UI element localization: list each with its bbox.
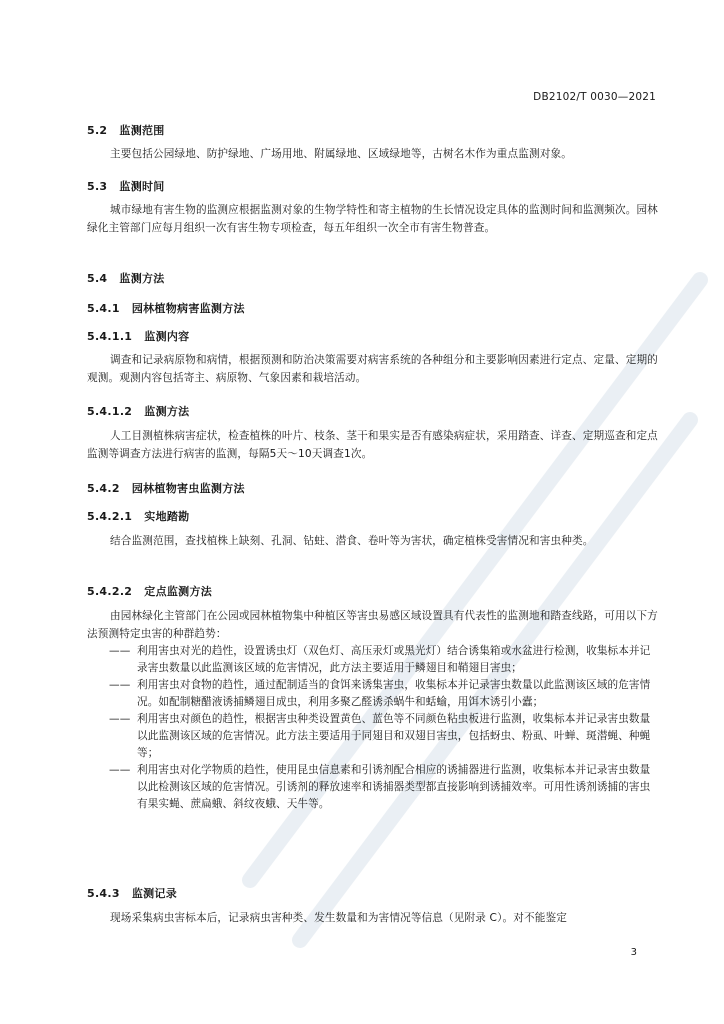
heading-number: 5.4 xyxy=(87,272,108,285)
paragraph-5-3 xyxy=(87,202,659,237)
paragraph-text: 主要包括公园绿地、防护绿地、广场用地、附属绿地、区域绿地等，古树名木作为重点监测对象。 xyxy=(110,148,572,160)
heading-number: 5.4.1.1 xyxy=(87,330,133,343)
heading-title: 园林植物病害监测方法 xyxy=(131,302,245,315)
bullet-dash: —— xyxy=(109,679,131,691)
heading-5-4-2-2 xyxy=(87,583,212,599)
bullet-dash: —— xyxy=(109,645,131,657)
paragraph-5-2 xyxy=(87,146,659,164)
heading-5-4-1-2 xyxy=(87,403,189,419)
heading-5-4-2-1 xyxy=(87,508,189,524)
heading-5-4 xyxy=(87,270,165,286)
heading-5-4-2 xyxy=(87,480,245,496)
document-code: DB2102/T 0030—2021 xyxy=(533,91,656,103)
list-item xyxy=(87,677,659,711)
heading-title: 监测内容 xyxy=(144,330,190,343)
heading-5-3 xyxy=(87,178,165,194)
paragraph-5-4-1-1 xyxy=(87,352,659,387)
heading-title: 监测记录 xyxy=(131,887,178,900)
heading-5-2 xyxy=(87,122,165,138)
heading-number: 5.4.1 xyxy=(87,302,120,315)
heading-5-4-1-1 xyxy=(87,328,189,344)
paragraph-text: 城市绿地有害生物的监测应根据监测对象的生物学特性和寄主植物的生长情况设定具体的监测时间和监测频次。园林绿化主管部门应每月组织一次有害生物专项检查，每五年组织一次全市有害生物普查。 xyxy=(87,204,658,234)
paragraph-text: 人工目测植株病害症状，检查植株的叶片、枝条、茎干和果实是否有感染病症状，采用踏查、详查、定期巡查和定点监测等调查方法进行病害的监测，每隔5天～10天调查1次。 xyxy=(87,430,658,460)
heading-5-4-3 xyxy=(87,885,177,901)
heading-number: 5.2 xyxy=(87,124,108,137)
heading-title: 监测范围 xyxy=(119,124,165,137)
paragraph-5-4-1-2 xyxy=(87,428,659,463)
paragraph-text: 调查和记录病原物和病情，根据预测和防治决策需要对病害系统的各种组分和主要影响因素进行定点、定量、定期的观测。观测内容包括寄主、病原物、气象因素和栽培活动。 xyxy=(87,354,658,384)
bullet-text: 利用害虫对光的趋性，设置诱虫灯（双色灯、高压汞灯或黑光灯）结合诱集箱或水盆进行检测，收集标本并记录害虫数量以此监测该区域的危害情况，此方法主要适用于鳞翅目和鞘翅目害虫； xyxy=(137,645,651,674)
page-number: 3 xyxy=(630,947,637,958)
bullet-text: 利用害虫对食物的趋性，通过配制适当的食饵来诱集害虫，收集标本并记录害虫数量以此监测该区域的危害情况。如配制糖醋液诱捕鳞翅目成虫，利用多聚乙醛诱杀蜗牛和蛞蝓，用饵木诱引小蠹； xyxy=(137,679,651,708)
paragraph-5-4-2-2 xyxy=(87,608,659,643)
list-item xyxy=(87,762,659,813)
heading-title: 实地踏勘 xyxy=(144,510,190,523)
heading-title: 园林植物害虫监测方法 xyxy=(131,482,245,495)
heading-number: 5.3 xyxy=(87,180,108,193)
heading-title: 监测时间 xyxy=(119,180,165,193)
bullet-text: 利用害虫对颜色的趋性，根据害虫种类设置黄色、蓝色等不同颜色粘虫板进行监测，收集标本并记录害虫数量以此监测该区域的危害情况。此方法主要适用于同翅目和双翅目害虫，包括蚜虫、粉虱、叶蝉、斑潜蝇、种蝇等； xyxy=(137,713,651,759)
paragraph-text: 由园林绿化主管部门在公园或园林植物集中种植区等害虫易感区域设置具有代表性的监测地和踏查线路，可用以下方法预测特定虫害的种群趋势： xyxy=(87,610,658,640)
paragraph-text: 现场采集病虫害标本后，记录病虫害种类、发生数量和为害情况等信息（见附录 C）。对不能鉴定 xyxy=(110,912,567,924)
list-item xyxy=(87,643,659,677)
list-item xyxy=(87,711,659,762)
heading-5-4-1 xyxy=(87,300,245,316)
heading-number: 5.4.2 xyxy=(87,482,120,495)
paragraph-5-4-3 xyxy=(87,910,659,928)
bullet-dash: —— xyxy=(109,713,131,725)
heading-number: 5.4.2.1 xyxy=(87,510,133,523)
method-bullet-list xyxy=(87,643,659,813)
paragraph-text: 结合监测范围，查找植株上缺刻、孔洞、钻蛀、潜食、卷叶等为害状，确定植株受害情况和害虫种类。 xyxy=(110,535,594,547)
heading-title: 定点监测方法 xyxy=(144,585,213,598)
heading-number: 5.4.2.2 xyxy=(87,585,133,598)
bullet-dash: —— xyxy=(109,764,131,776)
paragraph-5-4-2-1 xyxy=(87,533,659,551)
bullet-text: 利用害虫对化学物质的趋性，使用昆虫信息素和引诱剂配合相应的诱捕器进行监测，收集标本并记录害虫数量以此检测该区域的危害情况。引诱剂的释放速率和诱捕器类型都直接影响到诱捕效率。可用性诱剂诱捕的害虫有果实蝇、蔗扁蛾、斜纹夜蛾、天牛等。 xyxy=(137,764,651,810)
heading-number: 5.4.1.2 xyxy=(87,405,133,418)
heading-title: 监测方法 xyxy=(144,405,190,418)
heading-number: 5.4.3 xyxy=(87,887,120,900)
heading-title: 监测方法 xyxy=(119,272,165,285)
